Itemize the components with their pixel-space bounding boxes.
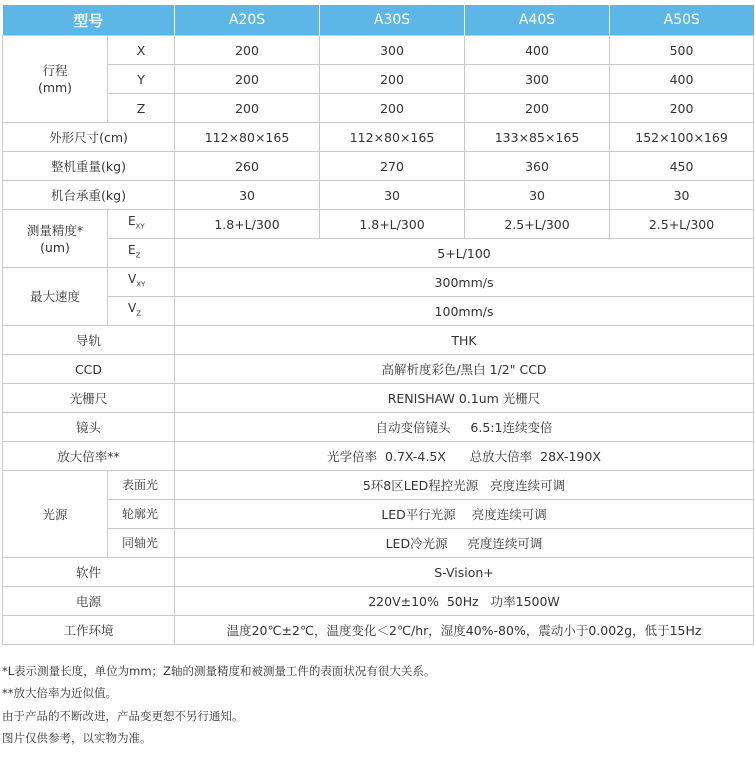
table-cell: 2.5+L/300: [465, 210, 610, 239]
travel-title: 行程: [42, 63, 68, 78]
table-row: [3, 442, 754, 471]
model-a40s: A40S: [465, 5, 610, 36]
footnotes: [2, 660, 435, 749]
axis-label: X: [108, 36, 175, 65]
table-row: [3, 529, 754, 558]
table-cell: 200: [175, 65, 320, 94]
axis-label: Y: [108, 65, 175, 94]
table-cell: 200: [175, 94, 320, 123]
table-cell: LED冷光源 亮度连续可调: [175, 529, 754, 558]
guide-label: 导轨: [3, 326, 175, 355]
load-capacity-label: 机台承重(kg): [3, 181, 175, 210]
table-row: [3, 616, 754, 645]
ez-label: [108, 239, 175, 268]
table-row: [3, 36, 754, 65]
model-a30s: A30S: [320, 5, 465, 36]
vz-sub: Z: [136, 309, 142, 318]
table-cell: 200: [320, 94, 465, 123]
spec-table: [2, 5, 754, 645]
table-cell: 30: [465, 181, 610, 210]
travel-label: [3, 36, 108, 123]
table-cell: 400: [610, 65, 754, 94]
table-cell: 152×100×169: [610, 123, 754, 152]
header-row: [3, 5, 754, 36]
table-row: [3, 268, 754, 297]
light-name: 表面光: [108, 471, 175, 500]
vxy-sub: XY: [136, 280, 146, 289]
table-cell: 300: [320, 36, 465, 65]
lens-label: 镜头: [3, 413, 175, 442]
accuracy-title: 测量精度*: [26, 222, 84, 238]
table-cell: 220V±10% 50Hz 功率1500W: [175, 587, 754, 616]
table-row: [3, 297, 754, 326]
table-cell: 500: [610, 36, 754, 65]
accuracy-unit: (um): [40, 239, 70, 255]
light-label: 光源: [3, 471, 108, 558]
footnote: 图片仅供参考，以实物为准。: [2, 730, 152, 745]
table-row: [3, 65, 754, 94]
table-cell: 1.8+L/300: [175, 210, 320, 239]
magnification-label: 放大倍率**: [3, 442, 175, 471]
exy-sub: XY: [135, 222, 145, 231]
software-label: 软件: [3, 558, 175, 587]
vxy-main: V: [128, 271, 137, 286]
table-row: [3, 587, 754, 616]
table-row: [3, 558, 754, 587]
table-cell: 温度20℃±2℃，温度变化＜2℃/hr，湿度40%-80%，震动小于0.002g，低于15Hz: [175, 616, 754, 645]
exy-label: [108, 210, 175, 239]
table-row: [3, 471, 754, 500]
power-label: 电源: [3, 587, 175, 616]
table-cell: 200: [320, 65, 465, 94]
speed-label: 最大速度: [3, 268, 108, 326]
exy-main: E: [128, 213, 136, 228]
table-cell: 133×85×165: [465, 123, 610, 152]
table-row: [3, 210, 754, 239]
travel-unit: (mm): [37, 80, 73, 95]
table-cell: 光学倍率 0.7X-4.5X 总放大倍率 28X-190X: [175, 442, 754, 471]
table-row: [3, 181, 754, 210]
vz-label: [108, 297, 175, 326]
table-cell: 5+L/100: [175, 239, 754, 268]
table-row: [3, 123, 754, 152]
ez-main: E: [128, 242, 136, 257]
environment-label: 工作环境: [3, 616, 175, 645]
axis-label: Z: [108, 94, 175, 123]
table-cell: 300: [465, 65, 610, 94]
table-cell: 自动变倍镜头 6.5:1连续变倍: [175, 413, 754, 442]
table-row: [3, 413, 754, 442]
table-cell: 5环8区LED程控光源 亮度连续可调: [175, 471, 754, 500]
table-cell: 2.5+L/300: [610, 210, 754, 239]
table-cell: 400: [465, 36, 610, 65]
table-cell: 100mm/s: [175, 297, 754, 326]
table-row: [3, 326, 754, 355]
table-cell: 200: [610, 94, 754, 123]
table-cell: 450: [610, 152, 754, 181]
table-row: [3, 384, 754, 413]
table-cell: 300mm/s: [175, 268, 754, 297]
table-cell: S-Vision+: [175, 558, 754, 587]
table-cell: 30: [175, 181, 320, 210]
light-name: 轮廓光: [108, 500, 175, 529]
machine-weight-label: 整机重量(kg): [3, 152, 175, 181]
table-cell: 200: [465, 94, 610, 123]
table-cell: 112×80×165: [175, 123, 320, 152]
table-cell: 200: [175, 36, 320, 65]
scale-label: 光栅尺: [3, 384, 175, 413]
table-cell: 270: [320, 152, 465, 181]
vz-main: V: [128, 300, 137, 315]
table-row: [3, 355, 754, 384]
table-row: [3, 152, 754, 181]
table-row: [3, 500, 754, 529]
footnote: 由于产品的不断改进，产品变更恕不另行通知。: [2, 708, 244, 723]
table-cell: RENISHAW 0.1um 光栅尺: [175, 384, 754, 413]
table-row: [3, 239, 754, 268]
table-cell: THK: [175, 326, 754, 355]
table-cell: 1.8+L/300: [320, 210, 465, 239]
ccd-label: CCD: [3, 355, 175, 384]
footnote: **放大倍率为近似值。: [2, 686, 117, 701]
model-header: 型号: [3, 5, 175, 36]
table-cell: 30: [610, 181, 754, 210]
model-a20s: A20S: [175, 5, 320, 36]
table-cell: LED平行光源 亮度连续可调: [175, 500, 754, 529]
ez-sub: Z: [135, 251, 141, 260]
table-cell: 360: [465, 152, 610, 181]
model-a50s: A50S: [610, 5, 754, 36]
table-row: [3, 94, 754, 123]
table-cell: 260: [175, 152, 320, 181]
dimensions-label: 外形尺寸(cm): [3, 123, 175, 152]
table-cell: 高解析度彩色/黑白 1/2" CCD: [175, 355, 754, 384]
footnote: *L表示测量长度，单位为mm；Z轴的测量精度和被测量工件的表面状况有很大关系。: [2, 664, 436, 678]
vxy-label: [108, 268, 175, 297]
light-name: 同轴光: [108, 529, 175, 558]
table-cell: 30: [320, 181, 465, 210]
table-cell: 112×80×165: [320, 123, 465, 152]
accuracy-label: [3, 210, 108, 268]
